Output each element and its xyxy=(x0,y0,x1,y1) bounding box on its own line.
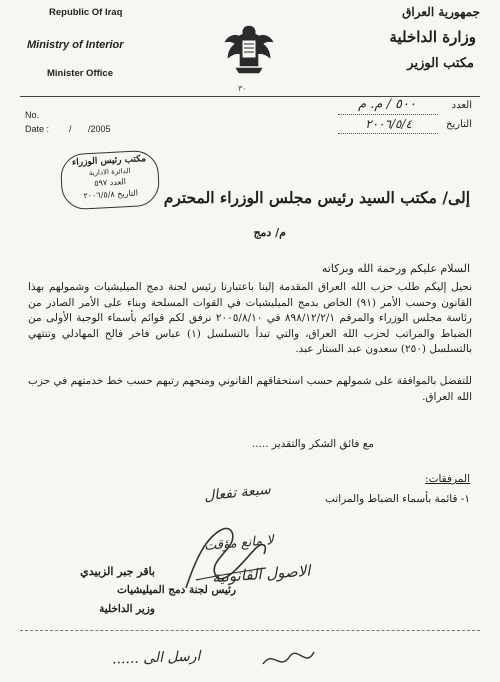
handwritten-note-top: سبعة تفعال xyxy=(203,481,272,505)
attachments-label: المرفقات: xyxy=(425,473,470,485)
handwritten-note-bottom: ارسل الى ...... xyxy=(111,648,201,668)
stamp-department: الدائرة الادارية xyxy=(88,166,131,178)
stamp-office: مكتب رئيس الوزراء xyxy=(71,154,147,168)
ref-number-line xyxy=(338,114,438,115)
eagle-emblem-icon xyxy=(222,20,276,76)
ref-number-value: ٥٠٠ / م. م xyxy=(358,97,416,112)
attachment-item: ١- قائمة بأسماء الضباط والمراتب xyxy=(324,493,470,505)
handwritten-note-legal: الاصول القانونية xyxy=(211,561,311,587)
header-country-ar: جمهورية العراق xyxy=(402,5,480,19)
signatory-position: وزير الداخلية xyxy=(99,603,155,615)
header-no-label: No. xyxy=(25,110,40,120)
subject: م/ دمج xyxy=(253,226,286,239)
handwritten-note-approval: لا مانع مؤقت xyxy=(203,532,275,555)
header-date-label: Date : xyxy=(25,124,50,134)
header-country-en: Republic Of Iraq xyxy=(49,7,123,18)
ref-date-value: ٢٠٠٦/٥/٤ xyxy=(365,117,412,131)
ref-date-label: التاريخ xyxy=(446,119,472,130)
footer-divider xyxy=(20,630,480,631)
closing: مع فائق الشكر والتقدير ..... xyxy=(251,438,374,450)
signatory-name: باقر جبر الزبيدي xyxy=(80,565,155,578)
body-paragraph-2: للتفضل بالموافقة على شمولهم حسب استحقاقهم القانوني ومنحهم رتبهم حسب خط خدمتهم في حزب الله العراق. xyxy=(28,375,472,403)
addressee: إلى/ مكتب السيد رئيس مجلس الوزراء المحترم xyxy=(163,188,470,207)
stamp-date: التاريخ ٢٠٠٦/٥/٨ xyxy=(83,188,139,201)
header-center-mark: ٣٠ xyxy=(238,84,247,93)
ref-number-label: العدد xyxy=(451,100,472,111)
header-date-value: / /2005 xyxy=(69,124,111,134)
header-ministry-en: Ministry of Interior xyxy=(27,39,124,51)
received-stamp xyxy=(60,149,161,210)
header-ministry-ar: وزارة الداخلية xyxy=(389,28,476,46)
stamp-number: العدد ٥٩٧ xyxy=(94,177,127,188)
greeting: السلام عليكم ورحمة الله وبركاته xyxy=(321,262,470,275)
body-paragraph-1: نحيل إليكم طلب حزب الله العراق المقدمة إلينا باعتبارنا رئيس لجنة دمج الميليشيات وشمولهم بهذا القانون وحسب الأمر (٩١) الخاص بدمج الميليشيات في القوات المسلحة وبناء على الأمر الصادر من رئاسة مجلس الوزراء والمرقم ٨٩٨/١٢/٢/١ في ٢٠٠٥/٨/١٠ نرفق لكم قوائم بأسماء الوجبة الأولى من الضباط والمراتب لحزب الله العراق، والتي تبدأ بالتسلسل (١) عباس فاخر فالح المهادلي وتنتهي بالتسلسل (٢٥٠) سعدون عبد الستار عبد. xyxy=(28,281,472,355)
header-office-en: Minister Office xyxy=(47,68,113,79)
ref-date-line xyxy=(338,133,438,134)
initials-mark xyxy=(258,644,318,674)
signatory-title: رئيس لجنة دمج الميليشيات xyxy=(117,584,236,596)
header-office-ar: مكتب الوزير xyxy=(407,56,474,71)
